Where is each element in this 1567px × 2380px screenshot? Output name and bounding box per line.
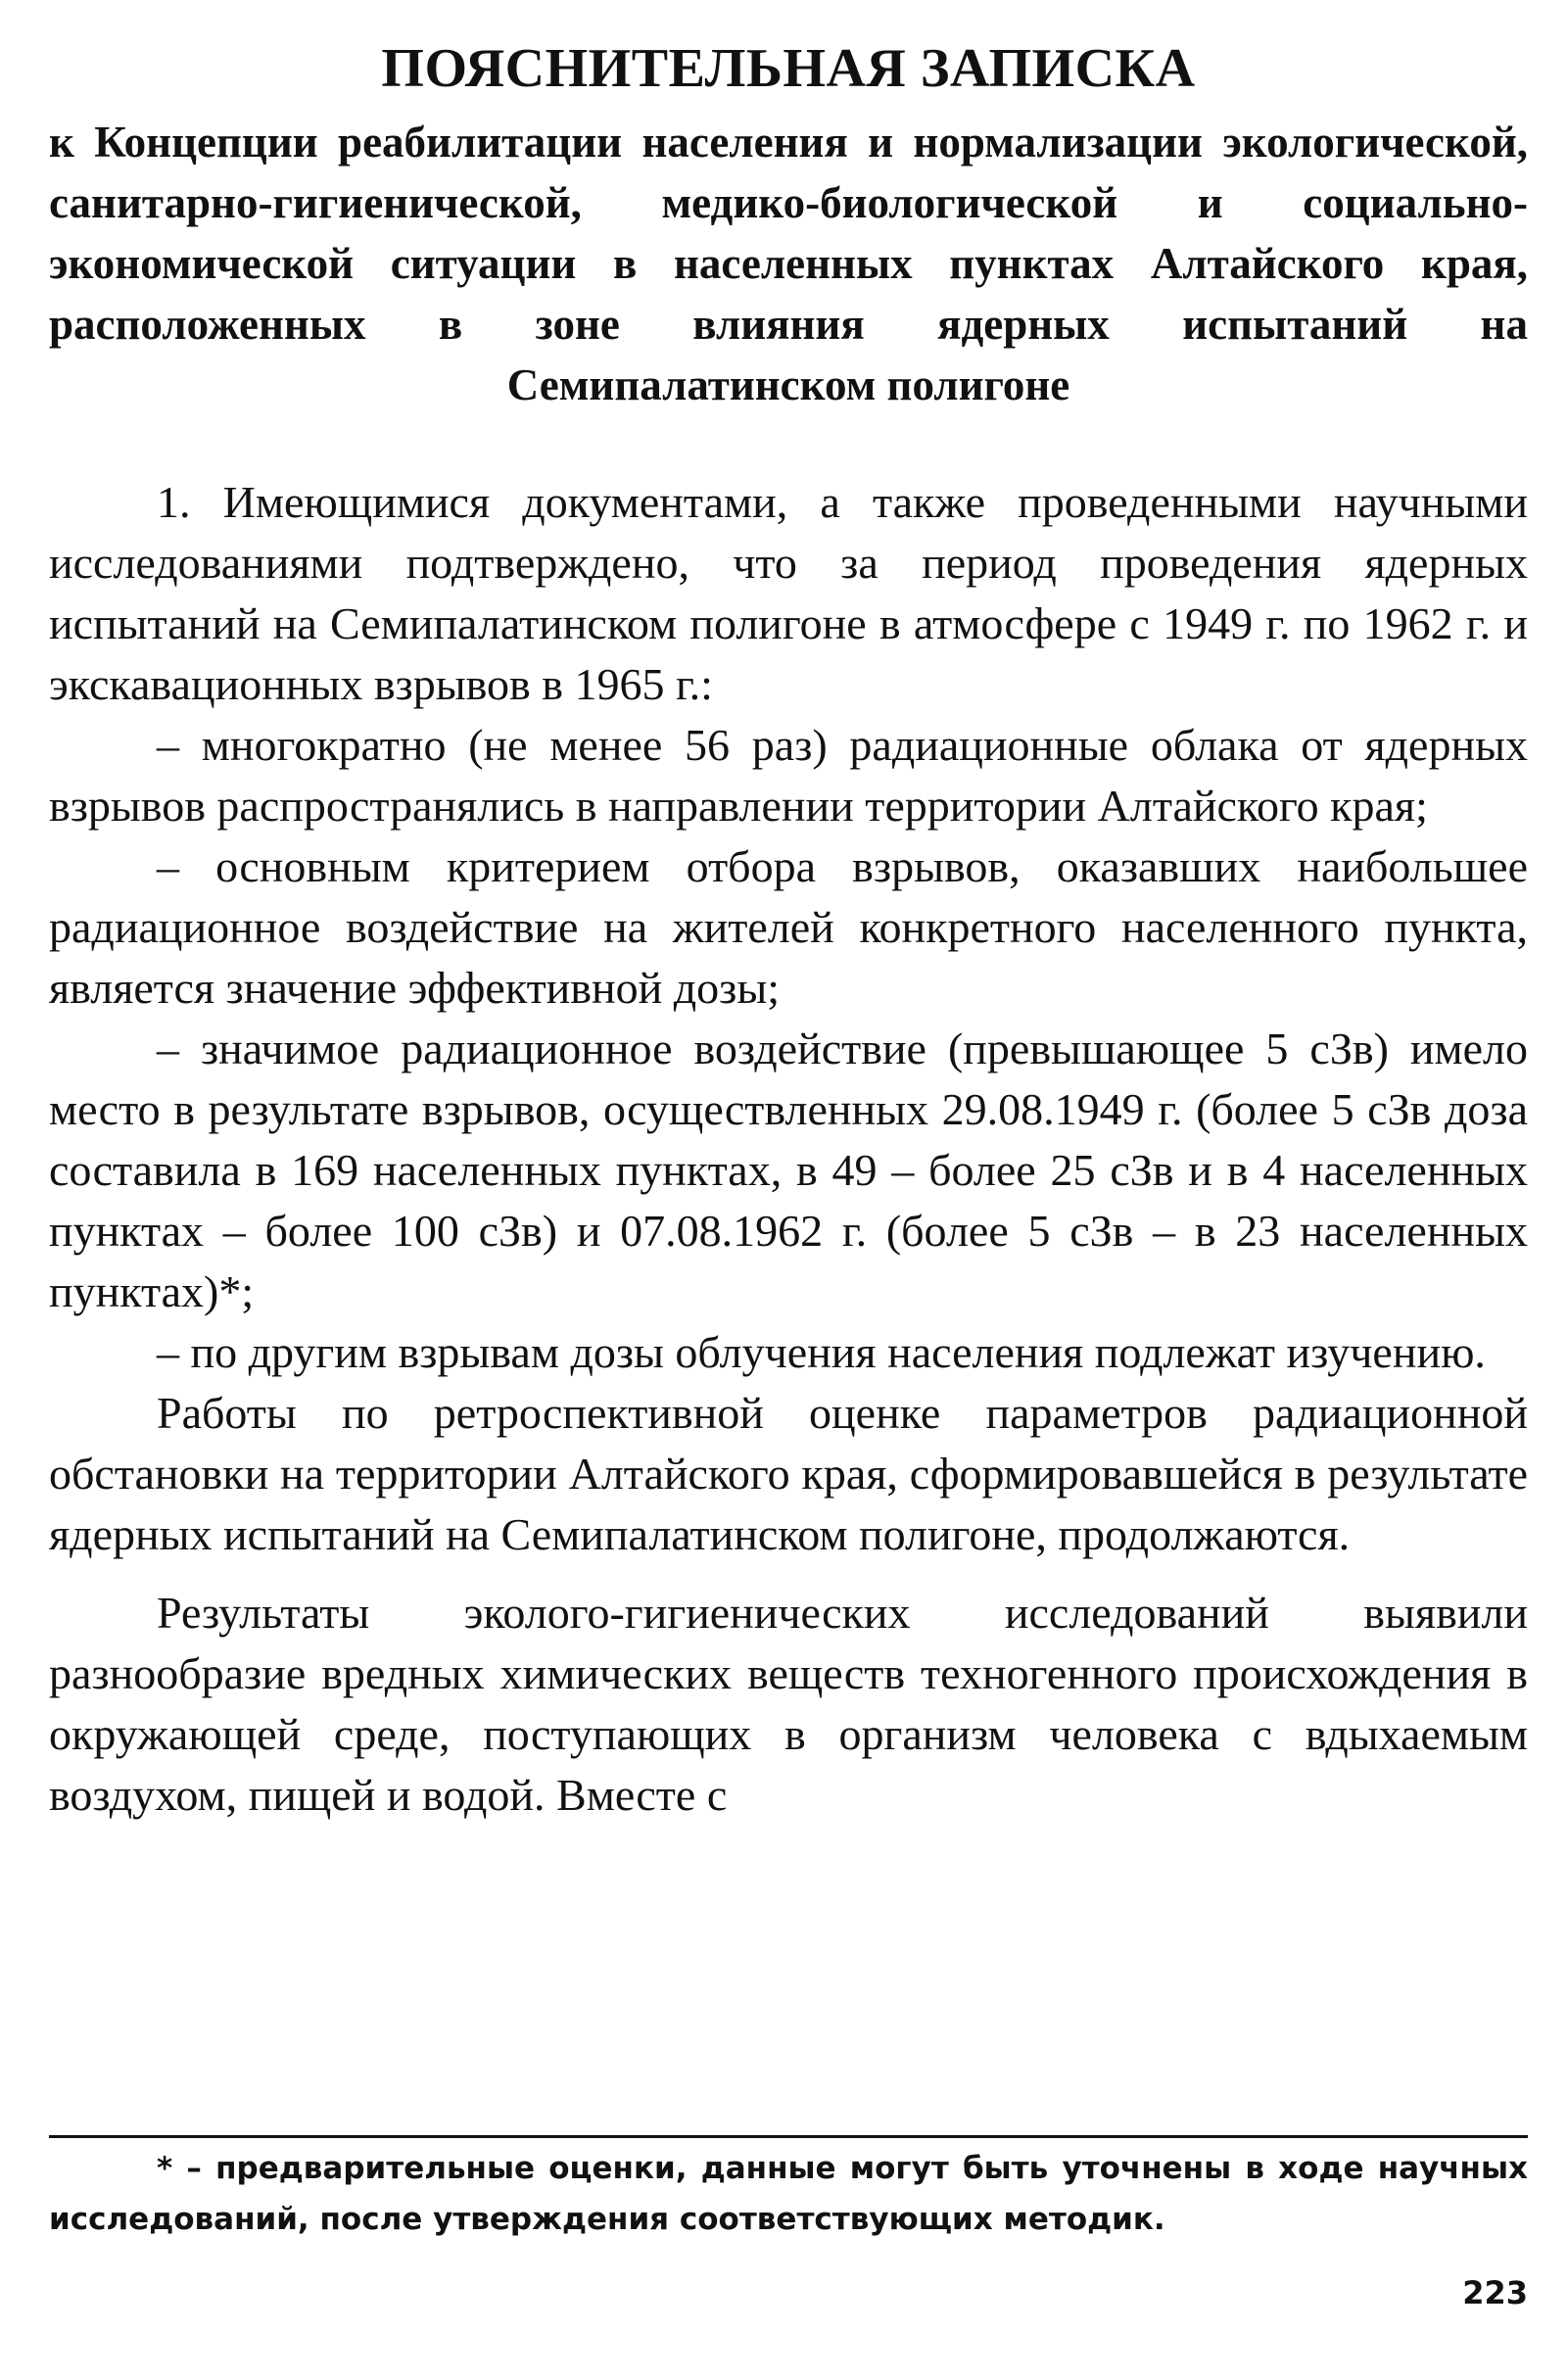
list-item: – значимое радиационное воздействие (превышающее 5 сЗв) имело место в результате взрывов, осуществленных 29.08.1949 г. (более 5 сЗв доза составила в 169 населенных пунктах, в 49 – более 25 сЗв и в 4 населенных пунктах – более 100 сЗв) и 07.08.1962 г. (более 5 сЗв – в 23 населенных пунктах)*;: [49, 1023, 1528, 1316]
paragraph-intro: 1. Имеющимися документами, а также проведенными научными исследованиями подтверждено, что за период проведения ядерных испытаний на Семипалатинском полигоне в атмосфере с 1949 г. по 1962 г. и экскавационных взрывов в 1965 г.:: [49, 477, 1528, 709]
page-number: 223: [1462, 2274, 1528, 2311]
list-item: – основным критерием отбора взрывов, оказавших наибольшее радиационное воздействие на жителей конкретного населенного пункта, является значение эффективной дозы;: [49, 841, 1528, 1013]
body-text: [49, 472, 1528, 1826]
paragraph: Работы по ретроспективной оценке параметров радиационной обстановки на территории Алтайского края, сформировавшейся в результате ядерных испытаний на Семипалатинском полигоне, продолжаются.: [49, 1388, 1528, 1559]
list-item: – многократно (не менее 56 раз) радиационные облака от ядерных взрывов распространялись в направлении территории Алтайского края;: [49, 720, 1528, 831]
page-title: ПОЯСНИТЕЛЬНАЯ ЗАПИСКА: [381, 38, 1196, 99]
document-page: [49, 29, 1528, 1826]
footnote: * – предварительные оценки, данные могут быть уточнены в ходе научных исследований, после утверждения соответствующих методик.: [49, 2151, 1528, 2237]
paragraph: Результаты эколого-гигиенических исследований выявили разнообразие вредных химических веществ техногенного происхождения в окружающей среде, поступающих в организм человека с вдыхаемым воздухом, пищей и водой. Вместе с: [49, 1588, 1528, 1820]
footnote-divider: [49, 2135, 1528, 2138]
list-item: – по другим взрывам дозы облучения населения подлежат изучению.: [157, 1327, 1486, 1377]
document-subtitle: к Концепции реабилитации населения и нормализации экологической, санитарно-гигиенической, медико-биологической и социально-экономической ситуации в населенных пунктах Алтайского края, расположенных в зоне влияния ядерных испытаний на Семипалатинском полигоне: [49, 118, 1528, 409]
